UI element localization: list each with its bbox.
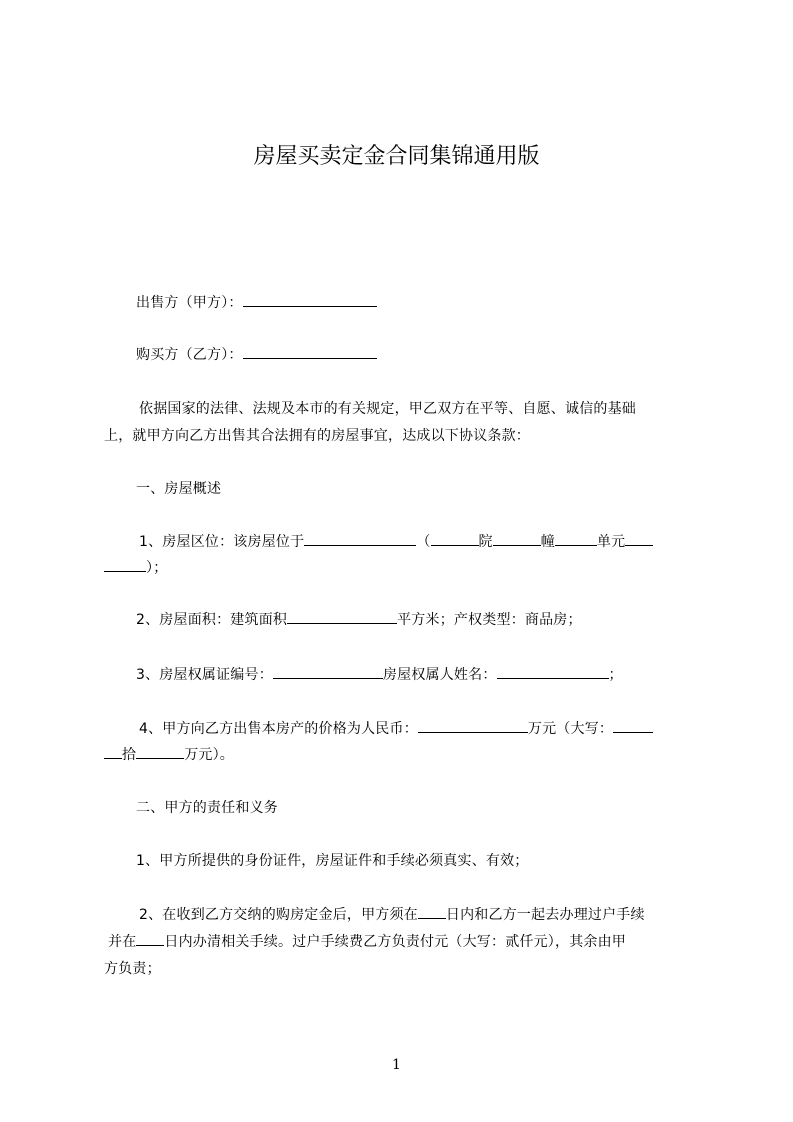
buyer-label: 购买方（乙方）： — [136, 347, 243, 363]
buyer-name-blank[interactable] — [243, 344, 377, 359]
unit-label: 单元 — [596, 534, 626, 550]
yard-label: 院 — [478, 534, 493, 550]
price-upper-wan-blank[interactable] — [136, 744, 184, 759]
clause-1-1-suffix: ）； — [146, 560, 168, 576]
section-heading-1: 一、房屋概述 — [136, 481, 222, 497]
shi-label: 拾 — [122, 747, 137, 763]
section-heading-2: 二、甲方的责任和义务 — [136, 800, 278, 816]
seller-name-blank[interactable] — [243, 292, 377, 307]
yard-blank[interactable] — [431, 531, 479, 546]
clause-1-1-prefix: 1、房屋区位：该房屋位于 — [139, 534, 305, 550]
clause-1-4-prefix: 4、甲方向乙方出售本房产的价格为人民币： — [139, 721, 418, 737]
clause-1-3-prefix: 3、房屋权属证编号： — [136, 667, 273, 683]
clause-1-3-suffix: ； — [608, 667, 623, 683]
clause-1-3 — [136, 664, 623, 686]
clause-1-1-line-1 — [139, 531, 653, 553]
owner-label: 房屋权属人姓名： — [382, 667, 497, 683]
clause-1-2-prefix: 2、房屋面积：建筑面积 — [136, 612, 288, 628]
price-upper-blank-part2[interactable] — [104, 744, 122, 759]
intro-line-2: 上，就甲方向乙方出售其合法拥有的房屋事宜，达成以下协议条款： — [104, 428, 530, 444]
clause-2-2-line-2 — [108, 931, 626, 953]
seller-label: 出售方（甲方）： — [136, 295, 243, 311]
procedures-days-blank[interactable] — [136, 931, 164, 946]
seller-line — [136, 292, 377, 314]
building-blank[interactable] — [493, 531, 541, 546]
clause-2-2-line2-prefix: 并在 — [108, 934, 137, 950]
clause-1-2 — [136, 609, 582, 631]
document-title: 房屋买卖定金合同集锦通用版 — [253, 144, 540, 169]
transfer-days-blank[interactable] — [418, 904, 446, 919]
intro-line-1: 依据国家的法律、法规及本市的有关规定，甲乙双方在平等、自愿、诚信的基础 — [139, 401, 636, 417]
room-blank-part1[interactable] — [625, 531, 653, 546]
room-blank-part2[interactable] — [104, 557, 146, 572]
clause-1-4-suffix: 万元）。 — [184, 747, 235, 763]
building-label: 幢 — [540, 534, 555, 550]
clause-1-4-line-2 — [104, 744, 234, 766]
unit-blank[interactable] — [555, 531, 597, 546]
clause-2-2-prefix: 2、在收到乙方交纳的购房定金后，甲方须在 — [139, 907, 418, 923]
paren-open: （ — [416, 534, 431, 550]
area-blank[interactable] — [287, 609, 397, 624]
clause-2-2-line2-mid: 日内办清相关手续。过户手续费乙方负责付元（大写：贰仟元），其余由甲 — [164, 934, 627, 950]
buyer-line — [136, 344, 377, 366]
page-number: 1 — [392, 1057, 401, 1073]
price-blank[interactable] — [418, 718, 528, 733]
location-blank[interactable] — [304, 531, 416, 546]
clause-2-1: 1、甲方所提供的身份证件，房屋证件和手续必须真实、有效； — [136, 853, 529, 869]
clause-2-2-mid: 日内和乙方一起去办理过户手续 — [445, 907, 645, 923]
clause-1-2-suffix: 平方米；产权类型：商品房； — [397, 612, 582, 628]
clause-2-2-line-3: 方负责； — [104, 961, 161, 977]
price-upper-blank-part1[interactable] — [613, 718, 653, 733]
certificate-number-blank[interactable] — [273, 664, 383, 679]
clause-2-2-line-1 — [139, 904, 645, 926]
clause-1-1-line-2 — [104, 557, 167, 579]
wan-label: 万元（大写： — [527, 721, 614, 737]
clause-1-4-line-1 — [139, 718, 653, 740]
owner-name-blank[interactable] — [497, 664, 609, 679]
